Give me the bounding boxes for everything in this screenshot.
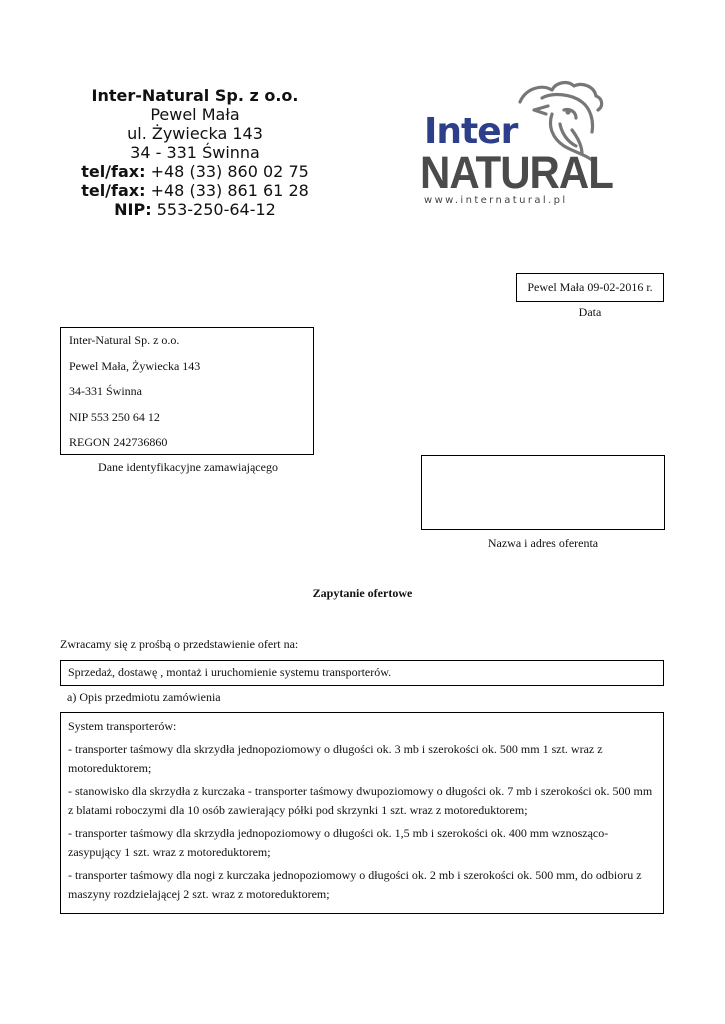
specification-box <box>60 712 664 914</box>
bidder-box <box>421 455 665 530</box>
company-phone-1 <box>50 162 340 181</box>
nip-value: 553-250-64-12 <box>156 200 276 219</box>
orderer-line: NIP 553 250 64 12 <box>69 409 160 424</box>
date-caption: Data <box>578 305 602 319</box>
bidder-caption: Nazwa i adres oferenta <box>487 536 599 550</box>
orderer-line: REGON 242736860 <box>69 435 168 449</box>
logo-url: www.internatural.pl <box>424 195 568 206</box>
phone-1-label: tel/fax: <box>81 162 146 181</box>
orderer-line: Inter-Natural Sp. z o.o. <box>69 333 180 347</box>
company-phone-2 <box>50 181 340 200</box>
orderer-box <box>60 327 314 455</box>
section-a-heading: a) Opis przedmiotu zamówienia <box>67 690 221 704</box>
spec-item: - transporter taśmowy dla nogi z kurczaka jednopoziomowy o długości ok. 2 mb i szerokości ok. 500 mm, do odbioru z maszyny rozdzielającej 2 szt. wraz z motoreduktorem; <box>68 868 642 901</box>
company-header <box>50 86 340 219</box>
orderer-line: 34-331 Świnna <box>69 384 142 398</box>
company-locality: Pewel Mała <box>150 105 240 124</box>
document-title: Zapytanie ofertowe <box>312 586 413 600</box>
logo-inter-text: Inter <box>424 111 518 152</box>
spec-item: - transporter taśmowy dla skrzydła jednopoziomowy o długości ok. 1,5 mb i szerokości ok. 400 mm wznosząco-zasypujący 1 szt. wraz z motoreduktorem; <box>68 826 609 859</box>
company-street: ul. Żywiecka 143 <box>127 124 263 143</box>
phone-2-value: +48 (33) 861 61 28 <box>150 181 309 200</box>
logo-natural-text: NATURAL <box>420 146 613 198</box>
orderer-caption: Dane identyfikacyjne zamawiającego <box>98 460 278 474</box>
subject-box: Sprzedaż, dostawę , montaż i uruchomienie systemu transporterów. <box>60 660 664 686</box>
company-nip <box>50 200 340 219</box>
phone-1-value: +48 (33) 860 02 75 <box>150 162 309 181</box>
date-field: Pewel Mała 09-02-2016 r. <box>516 273 664 302</box>
company-logo <box>418 80 613 215</box>
spec-title: System transporterów: <box>68 719 177 733</box>
spec-item: - stanowisko dla skrzydła z kurczaka - transporter taśmowy dwupoziomowy o długości ok. 7 mb i szerokości ok. 500 mm z blatami roboczymi dla 10 osób zawierający półki pod skrzynki 1 szt. wraz z motoreduktorem; <box>68 784 653 817</box>
company-postal: 34 - 331 Świnna <box>130 143 260 162</box>
spec-item: - transporter taśmowy dla skrzydła jednopoziomowy o długości ok. 3 mb i szerokości ok. 500 mm 1 szt. wraz z motoreduktorem; <box>68 742 603 775</box>
phone-2-label: tel/fax: <box>81 181 146 200</box>
intro-text: Zwracamy się z prośbą o przedstawienie ofert na: <box>60 637 299 651</box>
nip-label: NIP: <box>114 200 152 219</box>
company-name: Inter-Natural Sp. z o.o. <box>91 86 299 105</box>
orderer-line: Pewel Mała, Żywiecka 143 <box>69 358 201 373</box>
